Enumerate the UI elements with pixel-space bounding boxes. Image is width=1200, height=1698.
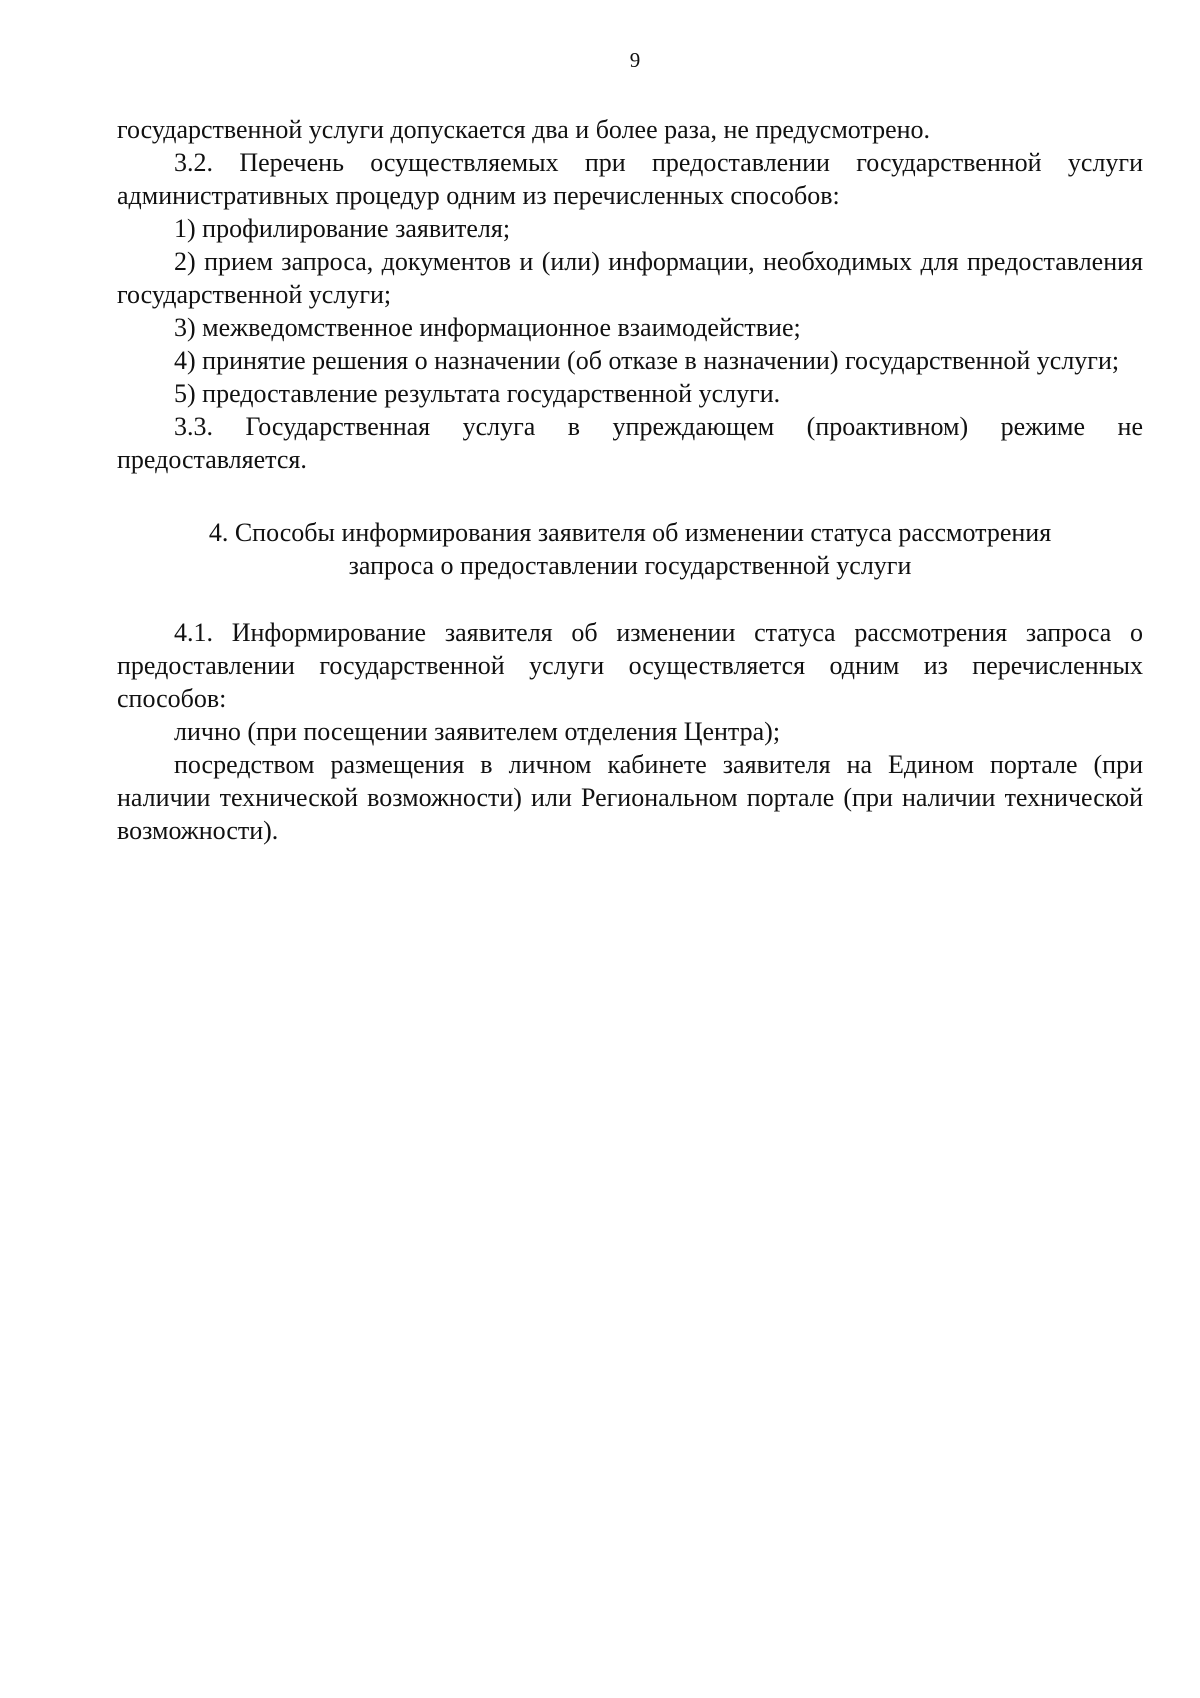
list-item-result: 5) предоставление результата государственной услуги. bbox=[174, 379, 781, 408]
list-item-request-intake: 2) прием запроса, документов и (или) информации, необходимых для предоставления государственной услуги; bbox=[117, 247, 1143, 309]
option-in-person: лично (при посещении заявителем отделения Центра); bbox=[174, 717, 781, 746]
section-4-heading bbox=[117, 516, 1143, 582]
page-number: 9 bbox=[629, 48, 641, 72]
document-body bbox=[117, 113, 1143, 847]
paragraph-3-3: 3.3. Государственная услуга в упреждающем (проактивном) режиме не предоставляется. bbox=[117, 412, 1143, 474]
paragraph-4-1: 4.1. Информирование заявителя об изменении статуса рассмотрения запроса о предоставлении государственной услуги осуществляется одним из перечисленных способов: bbox=[117, 618, 1143, 713]
continuation-paragraph: государственной услуги допускается два и более раза, не предусмотрено. bbox=[117, 115, 931, 144]
paragraph-3-2: 3.2. Перечень осуществляемых при предоставлении государственной услуги административных процедур одним из перечисленных способов: bbox=[117, 148, 1143, 210]
section-4-heading-line-2: запроса о предоставлении государственной услуги bbox=[348, 551, 912, 580]
list-item-profiling: 1) профилирование заявителя; bbox=[174, 214, 511, 243]
list-item-decision: 4) принятие решения о назначении (об отказе в назначении) государственной услуги; bbox=[174, 346, 1120, 375]
section-4-heading-line-1: 4. Способы информирования заявителя об изменении статуса рассмотрения bbox=[208, 518, 1052, 547]
option-portal: посредством размещения в личном кабинете заявителя на Едином портале (при наличии технической возможности) или Региональном портале (при наличии технической возможности). bbox=[117, 750, 1143, 845]
list-item-interagency: 3) межведомственное информационное взаимодействие; bbox=[174, 313, 801, 342]
